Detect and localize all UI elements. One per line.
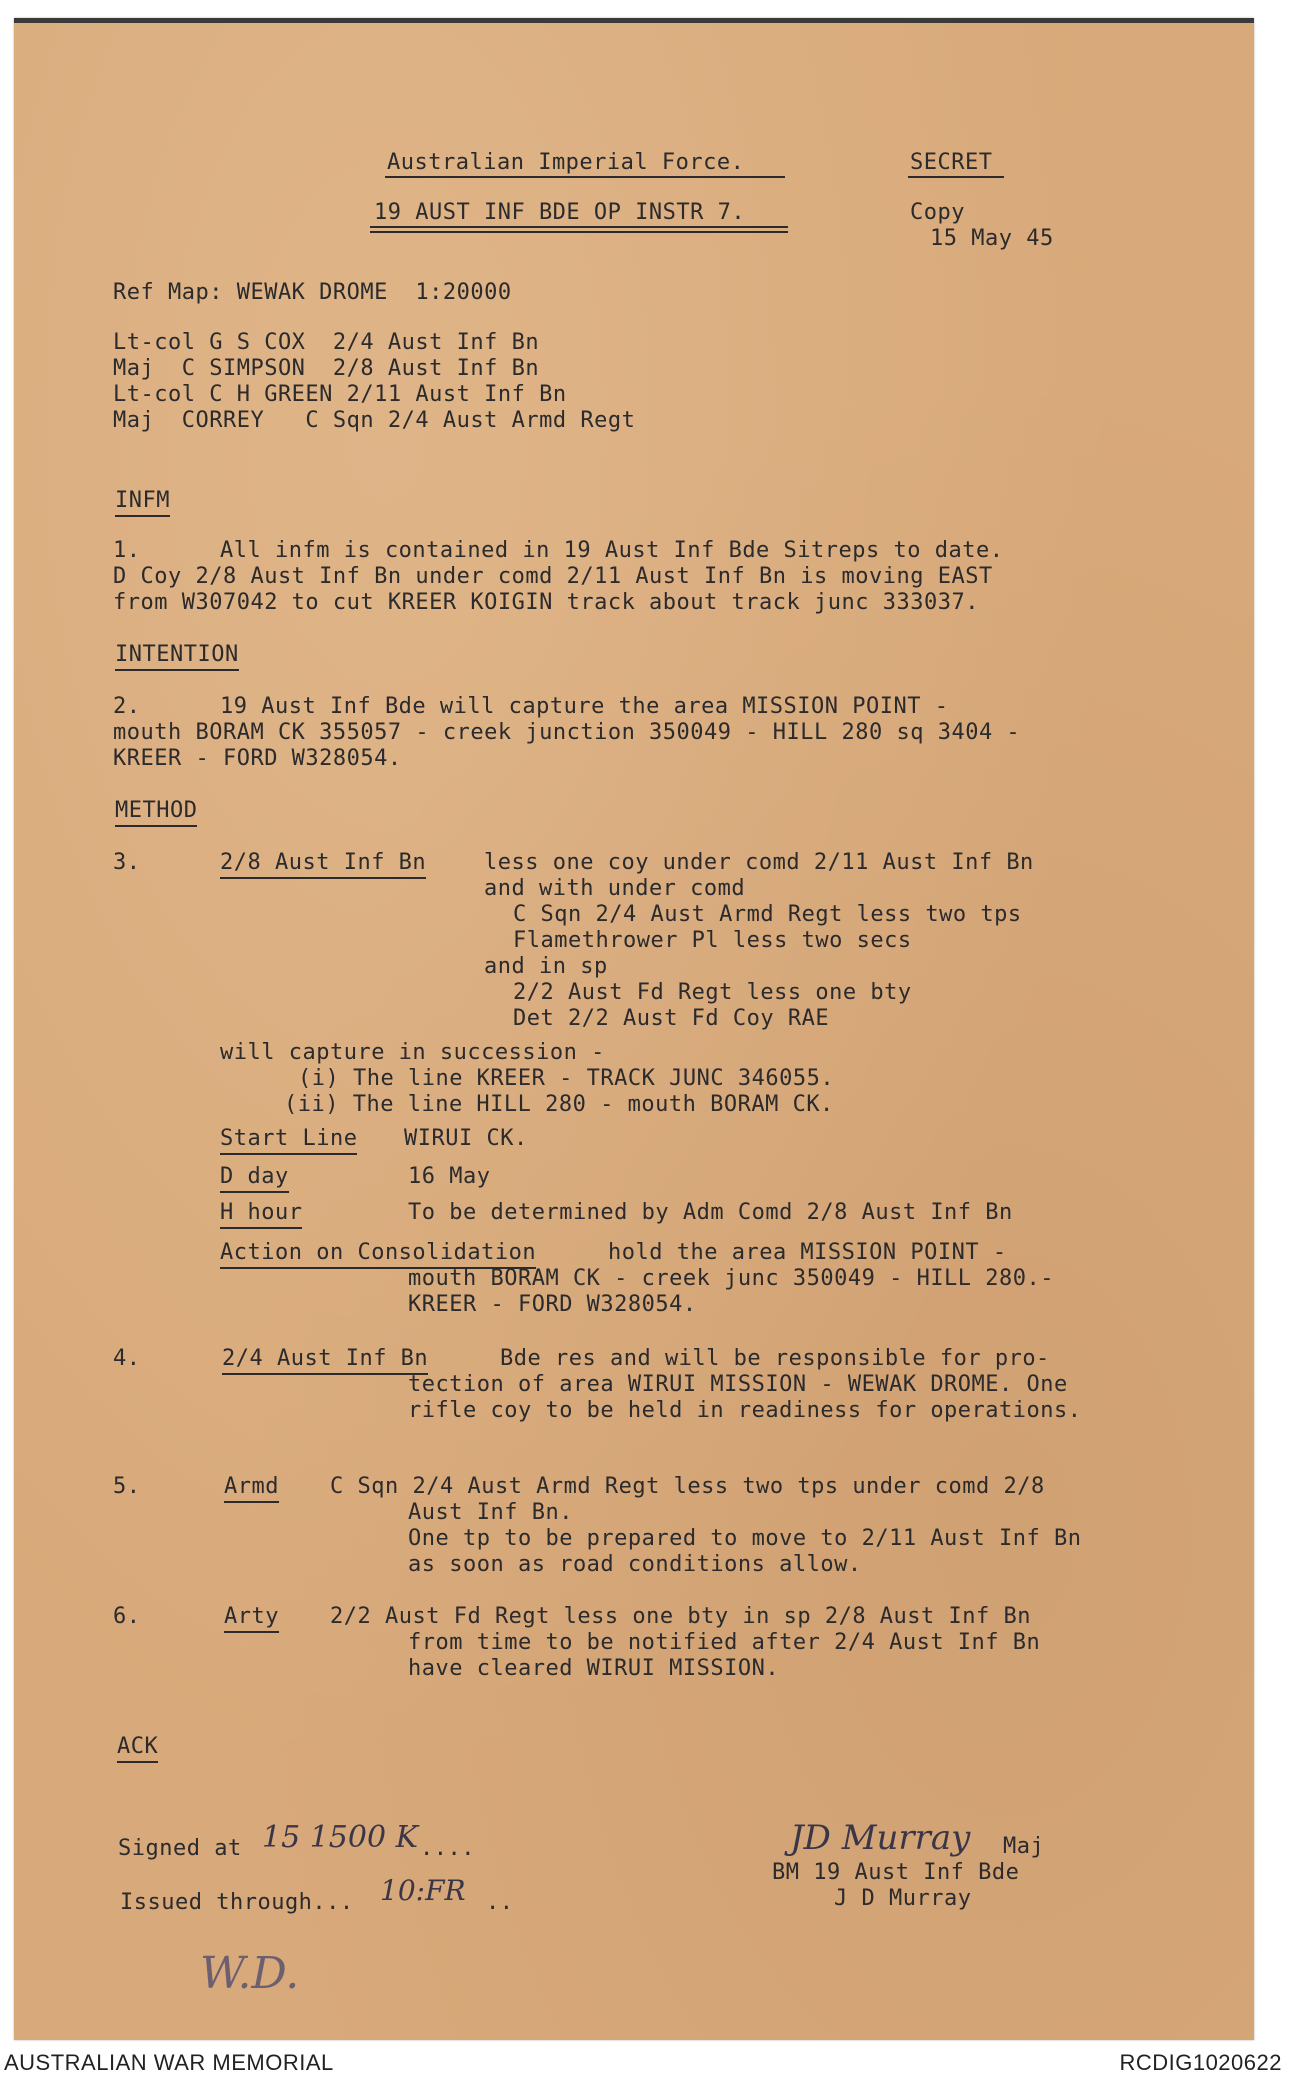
secret-underline xyxy=(908,176,1004,178)
signature-title: BM 19 Aust Inf Bde xyxy=(772,1860,1020,1885)
margin-note: W.D. xyxy=(200,1948,300,1999)
addressee-line: Lt-col C H GREEN 2/11 Aust Inf Bn xyxy=(113,382,567,407)
para-line: Det 2/2 Aust Fd Coy RAE xyxy=(513,1006,830,1031)
addressee-line: Maj C SIMPSON 2/8 Aust Inf Bn xyxy=(113,356,540,381)
para-line: Aust Inf Bn. xyxy=(408,1500,573,1525)
title-underline-1 xyxy=(370,226,788,228)
unit-label: 2/8 Aust Inf Bn xyxy=(220,850,426,879)
para-number: 3. xyxy=(113,850,141,875)
signature: JD Murray xyxy=(790,1818,971,1858)
footer-source: AUSTRALIAN WAR MEMORIAL xyxy=(4,2050,334,2075)
consolidation-label: Action on Consolidation xyxy=(220,1240,536,1269)
para-line: from time to be notified after 2/4 Aust Inf Bn xyxy=(408,1630,1041,1655)
para-line: D Coy 2/8 Aust Inf Bn under comd 2/11 Aust Inf Bn is moving EAST xyxy=(113,564,993,589)
para-number: 5. xyxy=(113,1474,141,1499)
start-line-label: Start Line xyxy=(220,1126,357,1155)
para-line: All infm is contained in 19 Aust Inf Bde Sitreps to date. xyxy=(220,538,1004,563)
consolidation-line: hold the area MISSION POINT - xyxy=(608,1240,1007,1265)
para-line: less one coy under comd 2/11 Aust Inf Bn xyxy=(484,850,1034,875)
para-line: rifle coy to be held in readiness for operations. xyxy=(408,1398,1082,1423)
h-hour-label: H hour xyxy=(220,1200,302,1229)
section-heading-intention: INTENTION xyxy=(115,642,239,671)
signature-rank: Maj xyxy=(1003,1834,1045,1859)
para-line: KREER - FORD W328054. xyxy=(113,746,402,771)
issued-label: Issued through... xyxy=(120,1890,354,1915)
para-line: C Sqn 2/4 Aust Armd Regt less two tps xyxy=(513,902,1022,927)
consolidation-line: KREER - FORD W328054. xyxy=(408,1292,697,1317)
para-line: 2/2 Aust Fd Regt less one bty in sp 2/8 Aust Inf Bn xyxy=(330,1604,1032,1629)
para-line: and in sp xyxy=(484,954,608,979)
addressee-line: Maj CORREY C Sqn 2/4 Aust Armd Regt xyxy=(113,408,636,433)
addressee-line: Lt-col G S COX 2/4 Aust Inf Bn xyxy=(113,330,540,355)
org-title: Australian Imperial Force. xyxy=(387,150,745,175)
d-day-value: 16 May xyxy=(408,1164,491,1189)
signed-dots: .... xyxy=(420,1836,475,1861)
org-underline xyxy=(385,176,785,178)
unit-label: Armd xyxy=(224,1474,279,1503)
copy-label: Copy xyxy=(910,200,965,225)
h-hour-value: To be determined by Adm Comd 2/8 Aust Inf Bn xyxy=(408,1200,1013,1225)
para-line: and with under comd xyxy=(484,876,746,901)
footer-catalog-id: RCDIG1020622 xyxy=(1119,2050,1282,2075)
capture-item: (i) The line KREER - TRACK JUNC 346055. xyxy=(298,1066,835,1091)
issued-handwriting: 10:FR xyxy=(380,1874,466,1907)
para-number: 1. xyxy=(113,538,141,563)
unit-label: 2/4 Aust Inf Bn xyxy=(222,1346,428,1375)
para-line: Bde res and will be responsible for pro- xyxy=(500,1346,1050,1371)
para-line: mouth BORAM CK 355057 - creek junction 350049 - HILL 280 sq 3404 - xyxy=(113,720,1021,745)
capture-item: (ii) The line HILL 280 - mouth BORAM CK. xyxy=(284,1092,834,1117)
para-line: 19 Aust Inf Bde will capture the area MISSION POINT - xyxy=(220,694,949,719)
start-line-value: WIRUI CK. xyxy=(404,1126,528,1151)
signed-handwriting: 15 1500 K xyxy=(262,1820,419,1855)
title-underline-2 xyxy=(370,231,788,233)
section-heading-method: METHOD xyxy=(115,798,197,827)
para-line: Flamethrower Pl less two secs xyxy=(513,928,912,953)
signature-name: J D Murray xyxy=(834,1886,972,1911)
issued-dots: .. xyxy=(486,1890,514,1915)
d-day-label: D day xyxy=(220,1164,289,1193)
ref-map: Ref Map: WEWAK DROME 1:20000 xyxy=(113,280,512,305)
para-line: tection of area WIRUI MISSION - WEWAK DROME. One xyxy=(408,1372,1068,1397)
instruction-title: 19 AUST INF BDE OP INSTR 7. xyxy=(374,200,746,225)
para-number: 6. xyxy=(113,1604,141,1629)
signed-label: Signed at xyxy=(118,1836,242,1861)
section-heading-infm: INFM xyxy=(115,488,170,517)
capture-line: will capture in succession - xyxy=(220,1040,605,1065)
para-number: 2. xyxy=(113,694,141,719)
para-line: 2/2 Aust Fd Regt less one bty xyxy=(513,980,912,1005)
unit-label: Arty xyxy=(224,1604,279,1633)
para-line: have cleared WIRUI MISSION. xyxy=(408,1656,780,1681)
secret-marking: SECRET xyxy=(910,150,993,175)
para-line: as soon as road conditions allow. xyxy=(408,1552,862,1577)
consolidation-line: mouth BORAM CK - creek junc 350049 - HILL 280.- xyxy=(408,1266,1055,1291)
ack-heading: ACK xyxy=(117,1734,158,1763)
para-line: C Sqn 2/4 Aust Armd Regt less two tps under comd 2/8 xyxy=(330,1474,1045,1499)
para-line: One tp to be prepared to move to 2/11 Aust Inf Bn xyxy=(408,1526,1082,1551)
para-line: from W307042 to cut KREER KOIGIN track about track junc 333037. xyxy=(113,590,979,615)
para-number: 4. xyxy=(113,1346,141,1371)
document-date: 15 May 45 xyxy=(930,226,1054,251)
